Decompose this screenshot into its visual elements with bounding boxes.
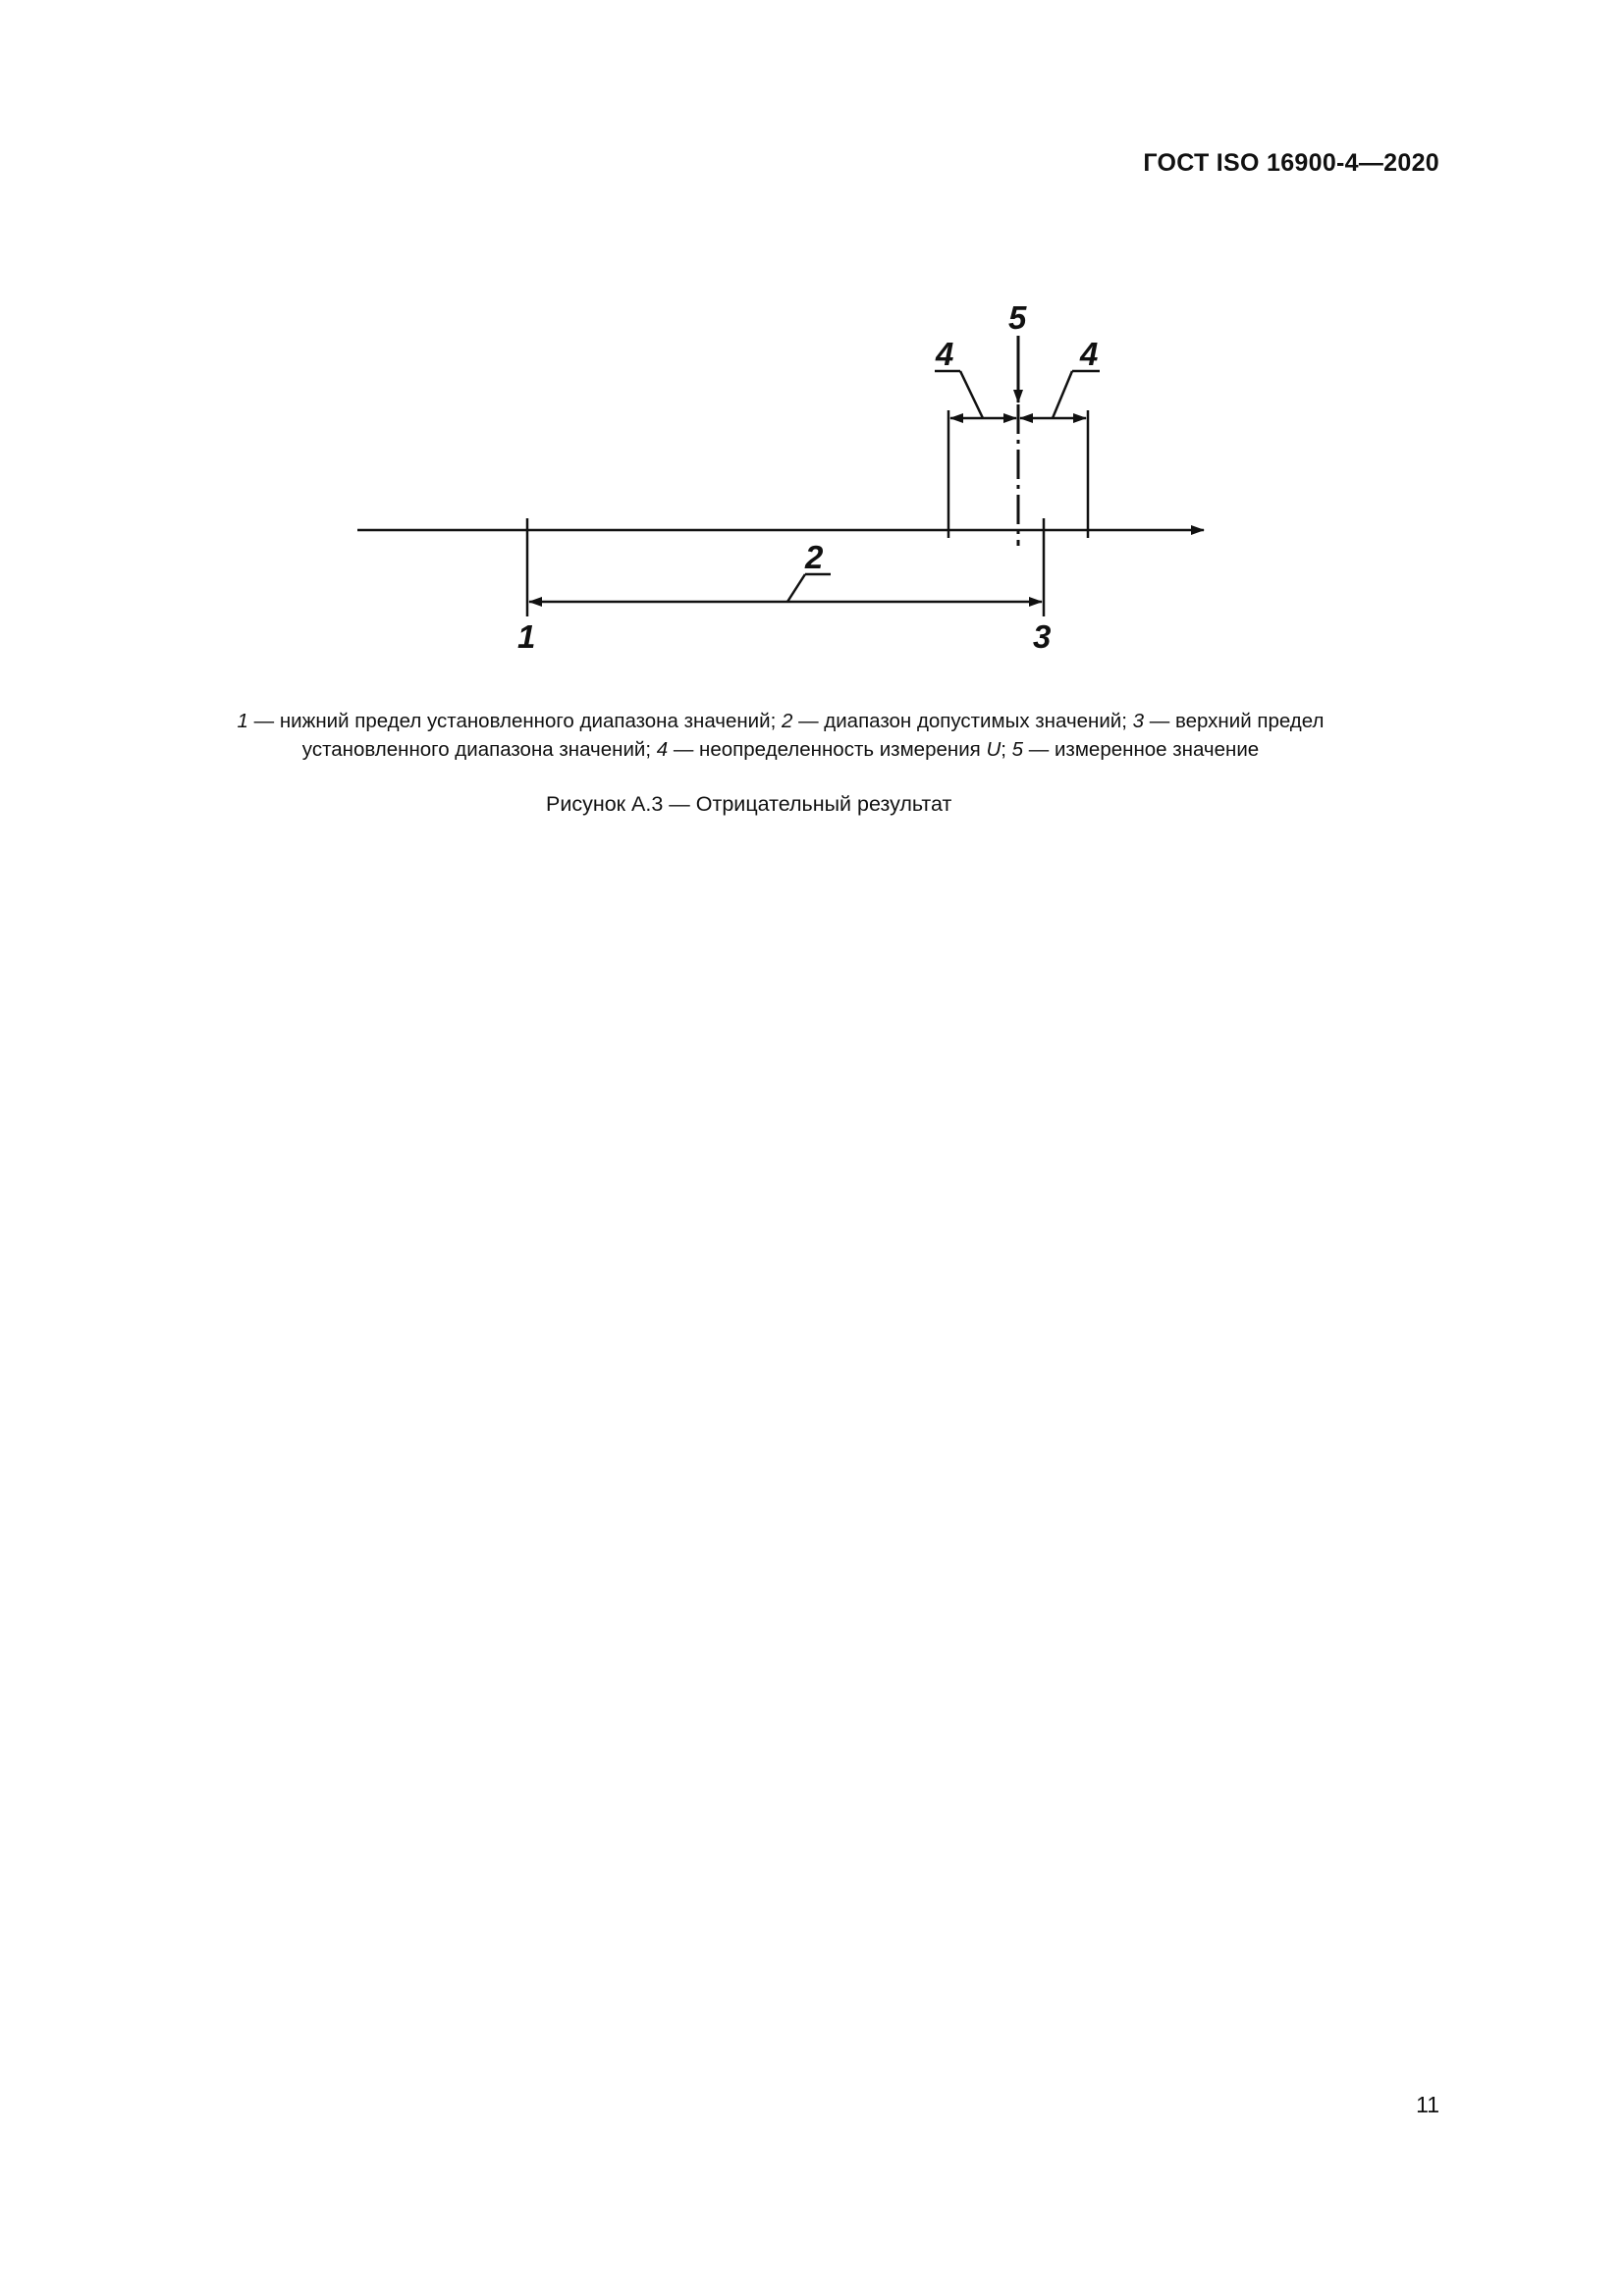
page-number: 11 [1416, 2092, 1439, 2117]
label-lower-limit: 1 [517, 618, 536, 655]
legend-text-2: — диапазон допустимых значений; [792, 710, 1133, 732]
figure-caption-wrap [0, 792, 1624, 817]
label-uncertainty-right: 4 [1080, 336, 1099, 372]
legend-text-3b: установленного диапазона значений; [301, 738, 657, 761]
legend-num-5: 5 [1011, 738, 1024, 761]
figure-a3-diagram [0, 0, 1624, 687]
label-tolerance-range: 2 [805, 539, 824, 575]
legend-num-3: 3 [1132, 710, 1145, 732]
figure-caption: Рисунок А.3 — Отрицательный результат [546, 792, 952, 816]
figure-legend [147, 707, 1414, 764]
legend-text-4: — неопределенность измерения [668, 738, 987, 761]
legend-text-5: — измеренное значение [1023, 738, 1260, 761]
leader-2 [787, 574, 805, 602]
label-uncertainty-left: 4 [936, 336, 954, 372]
label-measured-value: 5 [1008, 299, 1027, 336]
legend-num-1: 1 [237, 710, 248, 732]
label-upper-limit: 3 [1033, 618, 1052, 655]
leader-4-left [960, 371, 983, 418]
legend-num-2: 2 [781, 710, 793, 732]
document-header: ГОСТ ISO 16900-4—2020 [1143, 149, 1439, 177]
legend-num-4: 4 [656, 738, 669, 761]
legend-symbol-u: U [986, 738, 1001, 761]
legend-line-2 [147, 735, 1414, 764]
legend-text-1: — нижний предел установленного диапазона значений; [247, 710, 782, 732]
legend-text-3a: — верхний предел [1144, 710, 1325, 732]
legend-sep-4: ; [1001, 738, 1012, 761]
legend-line-1 [147, 707, 1414, 735]
leader-4-right [1053, 371, 1072, 418]
